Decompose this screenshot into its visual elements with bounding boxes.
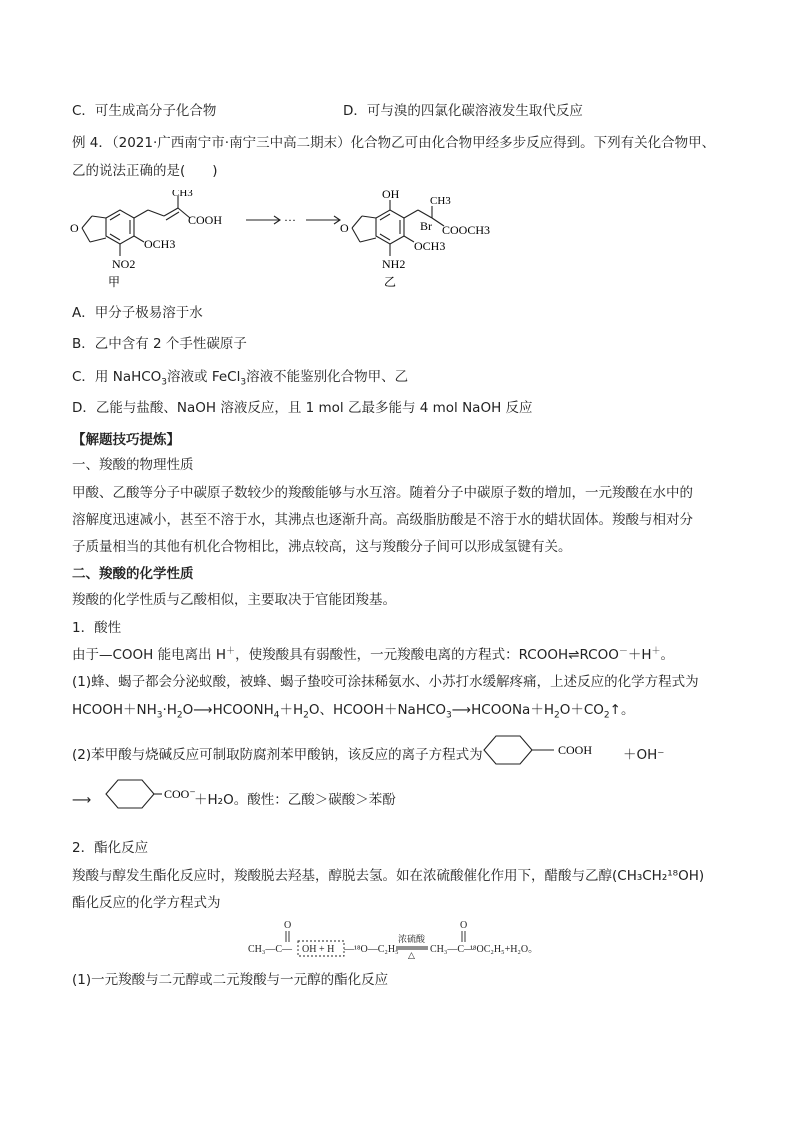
acid-p4-oh: ＋OH⁻ bbox=[623, 747, 665, 763]
ester-p3: (1)一元羧酸与二元醇或二元羧酸与一元醇的酯化反应 bbox=[72, 972, 389, 988]
jia-ch3: CH3 bbox=[172, 190, 193, 199]
ester-p2: 酯化反应的化学方程式为 bbox=[72, 895, 221, 911]
benzoic-acid-structure bbox=[478, 728, 618, 772]
jia-o: O bbox=[70, 221, 79, 235]
skills-heading: 【解题技巧提炼】 bbox=[72, 432, 180, 448]
eq-prod1: CH₃—C— bbox=[430, 944, 475, 955]
acid-p2: (1)蜂、蝎子都会分泌蚁酸，被蜂、蝎子蛰咬可涂抹稀氨水、小苏打水缓解疼痛，上述反应的化学方程式为 bbox=[72, 674, 699, 690]
jia-no2: NO2 bbox=[112, 257, 136, 271]
benzoate-coo: COO⁻ bbox=[164, 787, 196, 801]
jia-label: 甲 bbox=[108, 275, 121, 289]
option-a: A．甲分子极易溶于水 bbox=[72, 305, 203, 321]
yi-ch3: CH3 bbox=[430, 195, 451, 207]
eq-boxed: OH + H bbox=[302, 944, 335, 955]
acid-p1: 由于—COOH 能电离出 H＋，使羧酸具有弱酸性，一元羧酸电离的方程式：RCOOH⇌RCOO－＋H＋。 bbox=[72, 646, 675, 663]
eq-heat: △ bbox=[408, 950, 415, 960]
sec1-title: 一、羧酸的物理性质 bbox=[72, 457, 194, 473]
yi-br: Br bbox=[420, 219, 432, 233]
eq-catalyst: 浓硫酸 bbox=[398, 934, 426, 944]
benzoate-structure bbox=[100, 772, 200, 816]
yi-o: O bbox=[340, 221, 349, 235]
ester-p1: 羧酸与醇发生酯化反应时，羧酸脱去羟基，醇脱去氢。如在浓硫酸催化作用下，醋酸与乙醇(CH₃CH₂¹⁸OH) bbox=[72, 868, 705, 884]
sec1-p2: 溶解度迅速减小，甚至不溶于水，其沸点也逐渐升高。高级脂肪酸是不溶于水的蜡状固体。羧酸与相对分 bbox=[72, 512, 693, 528]
eq-o18: —¹⁸O—C₂H₅ bbox=[344, 944, 399, 955]
ester-title: 2．酯化反应 bbox=[72, 840, 149, 856]
acid-p5-arrow: ⟶ bbox=[72, 792, 92, 808]
eq-ch3c: CH₃—C— bbox=[248, 944, 293, 955]
option-d-prev: D．可与溴的四氯化碳溶液发生取代反应 bbox=[343, 103, 583, 119]
sec1-p3: 子质量相当的其他有机化合物相比，沸点较高，这与羧酸分子间可以形成氢键有关。 bbox=[72, 539, 572, 555]
option-b: B．乙中含有 2 个手性碳原子 bbox=[72, 336, 247, 352]
yi-label: 乙 bbox=[384, 275, 397, 289]
yi-oh: OH bbox=[382, 190, 400, 201]
acid-title: 1．酸性 bbox=[72, 620, 122, 636]
sec2-p1: 羧酸的化学性质与乙酸相似，主要取决于官能团羧基。 bbox=[72, 592, 396, 608]
yi-nh2: NH2 bbox=[382, 257, 406, 271]
reaction-scheme bbox=[68, 190, 498, 290]
option-c-prev: C．可生成高分子化合物 bbox=[72, 103, 217, 119]
example4-stem-line1: 例 4．（2021·广西南宁市·南宁三中高二期末）化合物乙可由化合物甲经多步反应得到。下列有关化合物甲、 bbox=[72, 135, 716, 151]
arrow-dots: ··· bbox=[284, 213, 296, 227]
yi-och3: OCH3 bbox=[414, 239, 446, 253]
acid-p4: (2)苯甲酸与烧碱反应可制取防腐剂苯甲酸钠，该反应的离子方程式为 bbox=[72, 747, 483, 763]
yi-cooch3: COOCH3 bbox=[442, 223, 491, 237]
jia-och3: OCH3 bbox=[144, 237, 176, 251]
sec1-p1: 甲酸、乙酸等分子中碳原子数较少的羧酸能够与水互溶。随着分子中碳原子数的增加，一元羧酸在水中的 bbox=[72, 485, 693, 501]
sec2-title: 二、羧酸的化学性质 bbox=[72, 566, 194, 582]
eq-prod2: ¹⁸OC₂H₅+H₂O。 bbox=[470, 944, 539, 955]
eq-prod-o-top: O bbox=[460, 920, 468, 931]
esterification-equation bbox=[248, 918, 548, 960]
example4-stem-line2: 乙的说法正确的是( ) bbox=[72, 163, 218, 179]
option-c: C．用 NaHCO$_3$溶液或 FeCl$_3$溶液不能鉴别化合物甲、乙 bbox=[72, 369, 409, 388]
benzoic-cooh: COOH bbox=[558, 743, 593, 757]
option-d: D．乙能与盐酸、NaOH 溶液反应，且 1 mol 乙最多能与 4 mol NaOH 反应 bbox=[72, 400, 533, 416]
acid-p3: $HCOOH+NH_3\cdot H_2O⟶HCOONH_4+H_2O$、$HCOOH+NaHCO_3⟶HCOONa+H_2O+CO_2↑$。 bbox=[72, 702, 635, 721]
jia-cooh: COOH bbox=[188, 213, 223, 227]
eq-o-top: O bbox=[284, 920, 292, 931]
acid-p5-rest: ＋H₂O。酸性：乙酸＞碳酸＞苯酚 bbox=[194, 792, 396, 808]
